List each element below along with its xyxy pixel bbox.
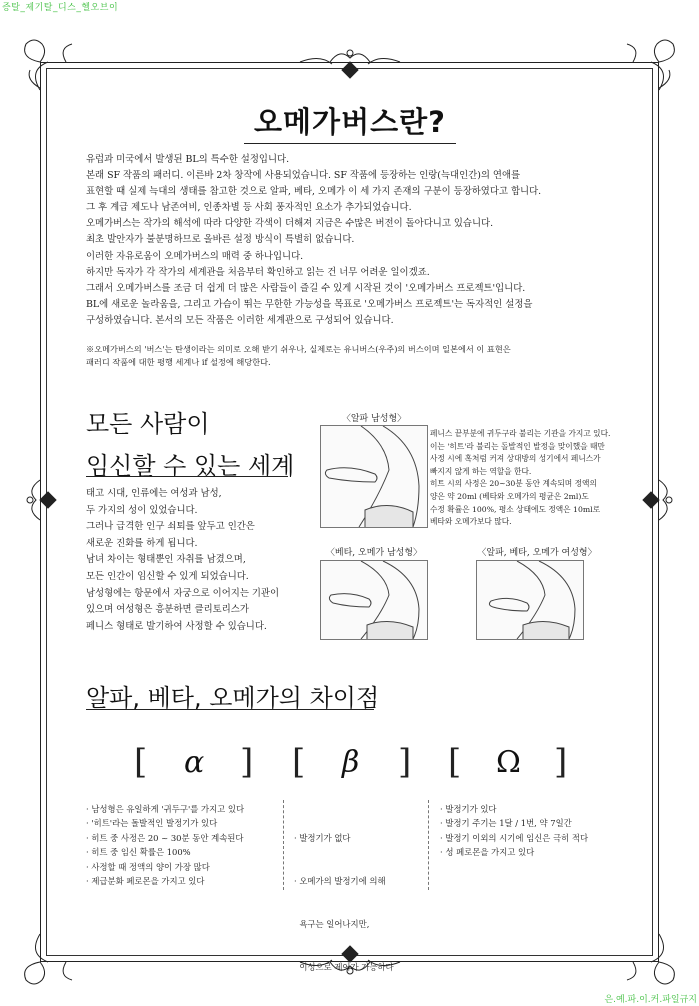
beta-symbol: β — [342, 745, 360, 780]
omega-bracket-left: [ — [448, 742, 462, 782]
section2-heading-underline — [86, 476, 288, 477]
beta-trait-item: · 오메가의 발정기에 의해 — [294, 876, 386, 887]
ornament-top-left — [25, 40, 72, 90]
alpha-trait-item: · 남성형은 유일하게 '귀두구'를 가지고 있다 — [86, 804, 245, 814]
section2-heading-line1: 모든 사람이 — [86, 410, 210, 438]
section2-body-line: 그러나 급격한 인구 쇠퇴를 앞두고 인간은 — [86, 521, 255, 533]
beta-traits-list — [294, 802, 424, 989]
figure-description-line: 베타와 오메가보다 많다. — [430, 517, 512, 527]
section2-body-line: 남성형에는 항문에서 자궁으로 이어지는 기관이 — [86, 587, 280, 599]
section2-body-line: 모든 인간이 임신할 수 있게 되었습니다. — [86, 570, 249, 582]
alpha-trait-item: · 히트 중 사정은 20 ~ 30분 동안 계속된다 — [86, 832, 244, 843]
column-divider — [428, 800, 429, 890]
section2-body-line: 페니스 형태로 발기하여 사정할 수 있습니다. — [86, 620, 267, 632]
ornament-right-middle — [643, 480, 672, 520]
omega-trait-item: · 발정기가 있다 — [440, 804, 497, 814]
section3-heading: 알파, 베타, 오메가의 차이점 — [86, 684, 380, 712]
figure1-line-art — [321, 426, 427, 527]
intro-paragraph — [86, 152, 626, 329]
alpha-bracket-left: [ — [134, 742, 148, 782]
figure2-illustration — [320, 560, 428, 640]
omega-bracket-right: ] — [554, 742, 568, 782]
section2-body-line: 남녀 차이는 형태뿐인 자취를 남겼으며, — [86, 554, 246, 566]
figure3-caption: 〈알파, 베타, 오메가 여성형〉 — [477, 548, 597, 558]
intro-line: BL에 새로운 놀라움을, 그리고 가슴이 뛰는 무한한 가능성을 목표로 '오메가버스 프로젝트'는 독자적인 설정을 — [86, 298, 533, 310]
watermark-bottom: 은.예.파.이.커.파일규지 — [604, 995, 697, 1005]
omega-trait-item: · 발정기 주기는 1달 / 1번, 약 7일간 — [440, 818, 572, 829]
intro-line: 이러한 자유로움이 오메가버스의 매력 중 하나입니다. — [86, 250, 304, 262]
footnote — [86, 343, 626, 369]
alpha-trait-item: · 사정할 때 정액의 양이 가장 많다 — [86, 861, 210, 872]
figure-description-line: 이는 '히트'라 불리는 돌발적인 발정을 맞이했을 때만 — [430, 441, 605, 451]
ornament-bottom-left — [25, 934, 72, 984]
alpha-trait-item: · '히트'라는 돌발적인 발정기가 있다 — [86, 818, 218, 829]
beta-trait-item: · 발정기가 없다 — [294, 832, 351, 843]
section2-body-line: 태고 시대, 인류에는 여성과 남성, — [86, 488, 222, 499]
figure-description-line: 빠지지 않게 하는 역할을 한다. — [430, 466, 532, 476]
beta-trait-item: 이성으로 제어가 가능하다 — [294, 962, 394, 973]
intro-line: 오메가버스는 작가의 해석에 따라 다양한 각색이 더해져 지금은 수많은 버전이 돌아다니고 있습니다. — [86, 218, 494, 230]
figure2-line-art — [321, 561, 427, 639]
figure-description-line: 사정 시에 혹처럼 커져 상대방의 성기에서 페니스가 — [430, 454, 601, 464]
figure1-illustration — [320, 425, 428, 528]
ornament-top-center — [300, 50, 400, 78]
watermark-top: 증탈_제기탈_디스_헬오브이 — [2, 3, 119, 13]
intro-line: 구성하였습니다. 본서의 모든 작품은 이러한 세계관으로 구성되어 있습니다. — [86, 314, 394, 326]
figure1-caption: 〈알파 남성형〉 — [341, 414, 407, 424]
ornament-left-middle — [27, 480, 56, 520]
figure-description-line: 히트 시의 사정은 20~30분 동안 계속되며 정액의 — [430, 479, 597, 489]
omega-trait-item: · 성 페로몬을 가지고 있다 — [440, 847, 535, 858]
figure3-illustration — [476, 560, 584, 640]
intro-line: 최초 발안자가 불분명하므로 올바른 설정 방식이 특별히 없습니다. — [86, 234, 355, 246]
beta-trait-item: 욕구는 일어나지만, — [294, 919, 370, 930]
column-divider — [283, 800, 284, 890]
alpha-symbol: α — [184, 745, 205, 780]
omega-symbol: Ω — [496, 745, 521, 780]
footnote-line: ※오메가버스의 '버스'는 탄생이라는 의미로 오해 받기 쉬우나, 실제로는 유니버스(우주)의 버스이며 일본에서 이 표현은 — [86, 344, 511, 354]
figure-description-line: 페니스 끝부분에 귀두구라 불리는 기관을 가지고 있다. — [430, 429, 611, 438]
intro-line: 유럽과 미국에서 발생된 BL의 특수한 설정입니다. — [86, 154, 290, 165]
omega-trait-item: · 발정기 이외의 시기에 임신은 극히 적다 — [440, 832, 589, 843]
alpha-trait-item: · 히트 중 임신 확률은 100% — [86, 847, 191, 858]
intro-line: 그래서 오메가버스를 조금 더 쉽게 더 많은 사람들이 즐길 수 있게 시작된 것이 '오메가버스 프로젝트'입니다. — [86, 282, 526, 294]
figure2-caption: 〈베타, 오메가 남성형〉 — [325, 548, 423, 558]
intro-line: 표현할 때 실제 늑대의 생태를 참고한 것으로 알파, 베타, 오메가 이 세 가지 존재의 구분이 등장하였다고 합니다. — [86, 186, 542, 198]
omega-traits-list — [440, 802, 640, 860]
title-underline — [244, 143, 456, 144]
alpha-trait-item: · 제급분화 페로몬을 가지고 있다 — [86, 875, 205, 886]
page-title: 오메가버스란? — [254, 105, 446, 139]
beta-bracket-left: [ — [292, 742, 306, 782]
section2-body — [86, 486, 326, 635]
intro-line: 본래 SF 작품의 패러디. 이른바 2차 창작에 사용되었습니다. SF 작품에 등장하는 인랑(늑대인간)의 연애를 — [86, 170, 521, 182]
alpha-traits-list — [86, 802, 276, 888]
section3-heading-underline — [86, 709, 374, 710]
figure-description-line: 수정 확률은 100%, 평소 상태에도 정액은 10ml로 — [430, 504, 601, 514]
footnote-line: 패러디 작품에 대한 평행 세계나 if 설정에 해당한다. — [86, 357, 271, 367]
ornament-top-right — [627, 40, 674, 90]
section2-body-line: 두 가지의 성이 있었습니다. — [86, 504, 198, 516]
ornament-bottom-right — [627, 934, 674, 984]
figure3-line-art — [477, 561, 583, 639]
section2-body-line: 있으며 여성형은 흥분하면 클리토리스가 — [86, 604, 249, 616]
figure-description — [430, 428, 645, 529]
beta-bracket-right: ] — [398, 742, 412, 782]
section2-body-line: 새로운 진화를 하게 됩니다. — [86, 537, 198, 549]
section2-heading-line2: 임신할 수 있는 세계 — [86, 452, 295, 480]
figure-description-line: 양은 약 20ml (베타와 오메가의 평균은 2ml)도 — [430, 491, 589, 501]
intro-line: 하지만 독자가 각 작가의 세계관을 처음부터 확인하고 읽는 건 너무 어려운 일이겠죠. — [86, 266, 430, 278]
alpha-bracket-right: ] — [240, 742, 254, 782]
intro-line: 그 후 계급 제도나 남존여비, 인종차별 등 사회 풍자적인 요소가 추가되었습니다. — [86, 202, 412, 214]
